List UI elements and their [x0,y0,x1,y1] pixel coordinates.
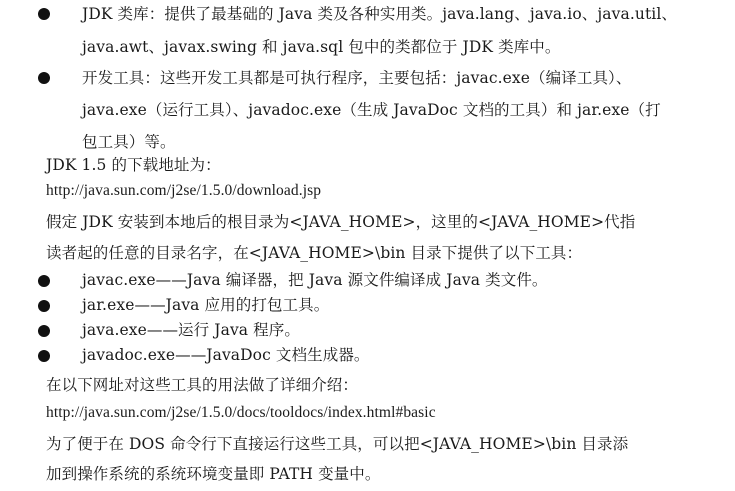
bullet-dot [38,8,50,20]
bullet-dot [38,275,50,287]
bullet-dot [38,72,50,84]
tool-item-javac: javac.exe——Java 编译器，把 Java 源文件编译成 Java 类文件。 [82,271,548,289]
bullet-jdk-library-line1: JDK 类库：提供了最基础的 Java 类及各种实用类。java.lang、java.io、java.util、 [82,5,677,23]
para-path-line1: 为了便于在 DOS 命令行下直接运行这些工具，可以把<JAVA_HOME>\bin 目录添 [46,435,629,453]
download-label: JDK 1.5 的下载地址为： [46,156,221,174]
tool-item-javadoc: javadoc.exe——JavaDoc 文档生成器。 [82,346,370,364]
para-path-line2: 加到操作系统的系统环境变量即 PATH 变量中。 [46,465,381,483]
bullet-dot [38,300,50,312]
bullet-dev-tools-line2: java.exe（运行工具）、javadoc.exe（生成 JavaDoc 文档的工具）和 jar.exe（打 [82,101,661,119]
para-java-home-line2: 读者起的任意的目录名字，在<JAVA_HOME>\bin 目录下提供了以下工具： [46,244,583,262]
para-java-home-line1: 假定 JDK 安装到本地后的根目录为<JAVA_HOME>，这里的<JAVA_HOME>代指 [46,213,636,231]
bullet-dot [38,350,50,362]
docs-url: http://java.sun.com/j2se/1.5.0/docs/tooldocs/index.html#basic [46,404,436,421]
tool-item-jar: jar.exe——Java 应用的打包工具。 [82,296,330,314]
bullet-dot [38,325,50,337]
download-url: http://java.sun.com/j2se/1.5.0/download.jsp [46,182,322,199]
tool-item-java: java.exe——运行 Java 程序。 [82,321,300,339]
bullet-dev-tools-line3: 包工具）等。 [82,133,176,151]
bullet-dev-tools-line1: 开发工具：这些开发工具都是可执行程序，主要包括：javac.exe（编译工具）、 [82,69,632,87]
bullet-jdk-library-line2: java.awt、javax.swing 和 java.sql 包中的类都位于 JDK 类库中。 [82,38,561,56]
docs-label: 在以下网址对这些工具的用法做了详细介绍： [46,376,359,394]
